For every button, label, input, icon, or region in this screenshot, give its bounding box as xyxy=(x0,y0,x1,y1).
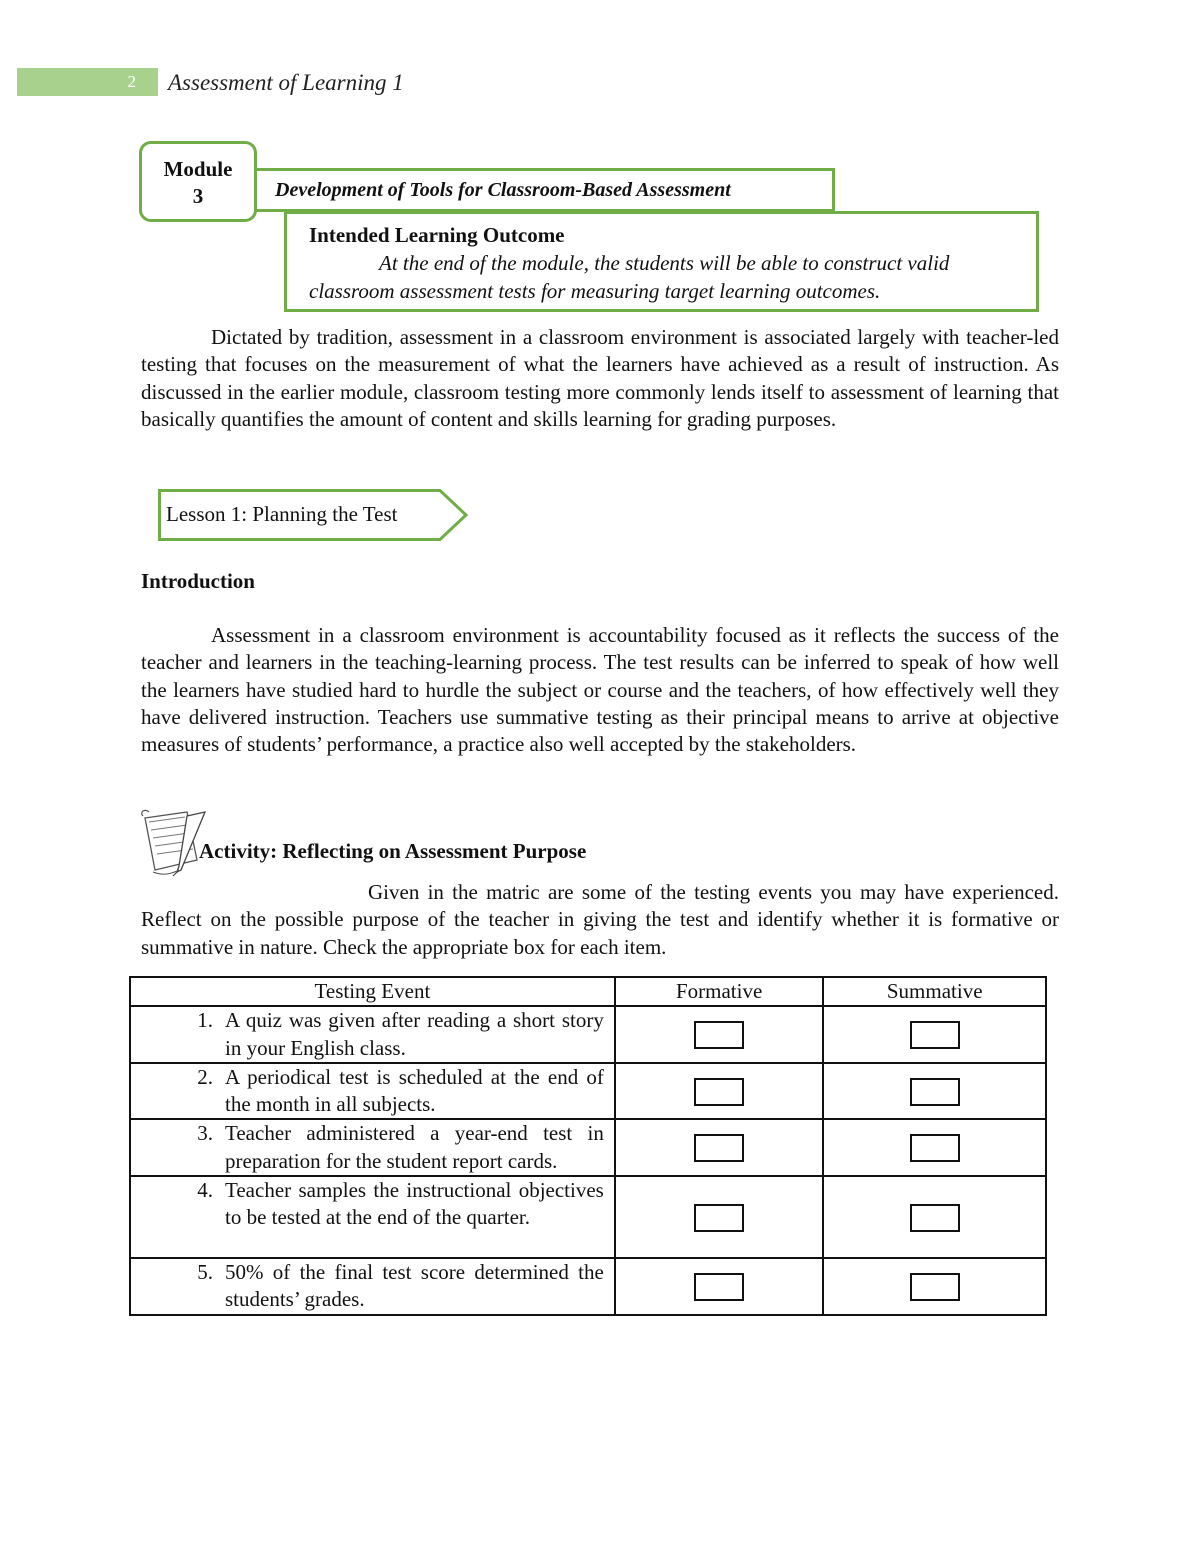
introduction-heading: Introduction xyxy=(141,569,255,593)
formative-checkbox[interactable] xyxy=(694,1273,744,1301)
summative-checkbox[interactable] xyxy=(910,1021,960,1049)
intro-paragraph: Dictated by tradition, assessment in a classroom environment is associated largely with teacher-led testing that focuses on the measurement of what the learners have achieved as a result of instruction. As discussed in the earlier module, classroom testing more commonly lends itself to assessment of learning that basically quantifies the amount of content and skills learning for grading purposes. xyxy=(141,325,1059,431)
summative-cell xyxy=(823,1176,1046,1258)
lesson-label: Lesson 1: Planning the Test xyxy=(166,502,398,526)
summative-cell xyxy=(823,1063,1046,1120)
table-row xyxy=(130,1258,1046,1315)
event-cell xyxy=(130,1063,615,1120)
table-row xyxy=(130,1119,1046,1176)
event-text: 50% of the final test score determined the students’ grades. xyxy=(225,1260,604,1312)
summative-cell xyxy=(823,1006,1046,1063)
page-number-bar xyxy=(17,68,158,96)
formative-checkbox[interactable] xyxy=(694,1134,744,1162)
formative-cell xyxy=(615,1258,824,1315)
event-cell xyxy=(130,1176,615,1258)
event-number: 4. xyxy=(197,1178,213,1203)
intended-learning-outcome-box xyxy=(284,211,1039,312)
header-testing-event: Testing Event xyxy=(130,977,615,1006)
module-label: Module xyxy=(163,157,233,181)
module-number: 3 xyxy=(192,184,204,208)
running-title: Assessment of Learning 1 xyxy=(168,70,404,95)
formative-checkbox[interactable] xyxy=(694,1021,744,1049)
testing-event-matrix xyxy=(129,976,1047,1316)
formative-checkbox[interactable] xyxy=(694,1204,744,1232)
matrix-header-row xyxy=(130,977,1046,1006)
event-cell xyxy=(130,1006,615,1063)
event-number: 5. xyxy=(197,1260,213,1285)
table-row xyxy=(130,1176,1046,1258)
introduction-paragraph: Assessment in a classroom environment is accountability focused as it reflects the success of the teacher and learners in the teaching-learning process. The test results can be inferred to speak of how well the learners have studied hard to hurdle the subject or course and the teachers, of how effectively well they have delivered instruction. Teachers use summative testing as their principal means to arrive at objective measures of students’ performance, a practice also well accepted by the stakeholders. xyxy=(141,623,1059,757)
event-text: Teacher administered a year-end test in preparation for the student report cards. xyxy=(225,1121,604,1173)
summative-checkbox[interactable] xyxy=(910,1078,960,1106)
event-text: A quiz was given after reading a short story in your English class. xyxy=(225,1008,604,1060)
event-text: Teacher samples the instructional objectives to be tested at the end of the quarter. xyxy=(225,1178,604,1230)
header-summative: Summative xyxy=(823,977,1046,1006)
summative-checkbox[interactable] xyxy=(910,1204,960,1232)
event-text: A periodical test is scheduled at the end of the month in all subjects. xyxy=(225,1064,604,1117)
event-number: 3. xyxy=(197,1121,213,1146)
ilo-title: Intended Learning Outcome xyxy=(309,223,565,247)
module-title: Development of Tools for Classroom-Based Assessment xyxy=(255,168,835,212)
formative-cell xyxy=(615,1006,824,1063)
event-number: 2. xyxy=(197,1064,213,1089)
summative-checkbox[interactable] xyxy=(910,1273,960,1301)
formative-cell xyxy=(615,1063,824,1120)
event-cell xyxy=(130,1258,615,1315)
formative-checkbox[interactable] xyxy=(694,1078,744,1106)
activity-heading: Activity: Reflecting on Assessment Purpose xyxy=(199,839,587,863)
summative-cell xyxy=(823,1119,1046,1176)
activity-instructions: Given in the matric are some of the testing events you may have experienced. Reflect on the possible purpose of the teacher in giving the test and identify whether it is formative or summative in nature. Check the appropriate box for each item. xyxy=(141,880,1059,959)
header-formative: Formative xyxy=(615,977,824,1006)
table-row xyxy=(130,1006,1046,1063)
formative-cell xyxy=(615,1119,824,1176)
table-row xyxy=(130,1063,1046,1120)
summative-cell xyxy=(823,1258,1046,1315)
summative-checkbox[interactable] xyxy=(910,1134,960,1162)
ilo-text: At the end of the module, the students will be able to construct valid classroom assessment tests for measuring target learning outcomes. xyxy=(309,251,950,303)
event-number: 1. xyxy=(197,1008,213,1033)
page-number: 2 xyxy=(127,72,136,91)
event-cell xyxy=(130,1119,615,1176)
module-number-box xyxy=(139,141,257,222)
formative-cell xyxy=(615,1176,824,1258)
